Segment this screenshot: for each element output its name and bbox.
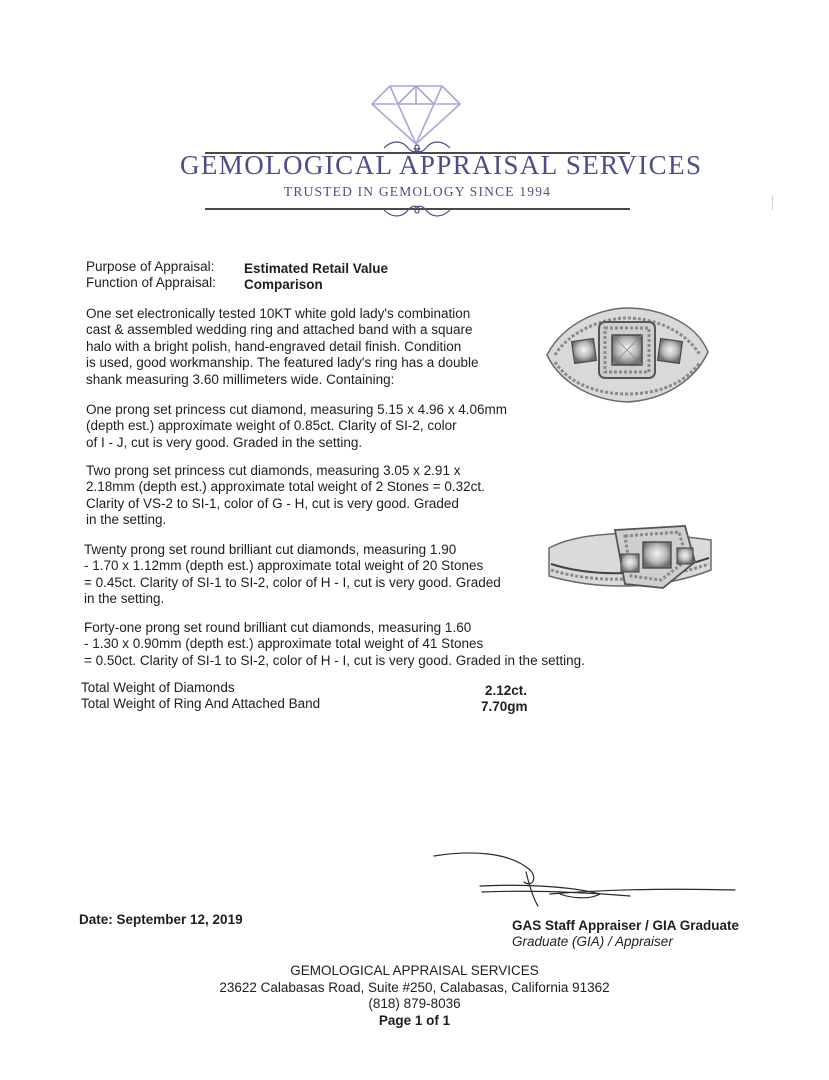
appraiser-title: GAS Staff Appraiser / GIA Graduate: [512, 918, 740, 933]
diamond-logo-icon: [370, 84, 462, 146]
stone-line: Clarity of VS-2 to SI-1, color of G - H, cut is very good. Graded: [86, 495, 459, 511]
page-number: Page 1 of 1: [378, 1013, 451, 1028]
purpose-label: Purpose of Appraisal:: [86, 259, 215, 274]
purpose-row: [0, 259, 829, 275]
stone-line: - 1.30 x 0.90mm (depth est.) approximate total weight of 41 Stones: [84, 636, 484, 652]
stone-line: Twenty prong set round brilliant cut diamonds, measuring 1.90: [84, 542, 457, 557]
footer-company: GEMOLOGICAL APPRAISAL SERVICES: [290, 963, 539, 978]
stone-line: = 0.50ct. Clarity of SI-1 to SI-2, color of H - I, cut is very good. Graded in the setting.: [84, 652, 585, 668]
forty-one-stones-description: [84, 620, 585, 669]
stone-line: (depth est.) approximate weight of 0.85ct. Clarity of SI-2, color: [86, 418, 457, 434]
stone-line: in the setting.: [86, 512, 167, 528]
ring-photo-side: [545, 518, 715, 603]
center-stone-description: [86, 402, 507, 451]
description-line: halo with a bright polish, hand-engraved detail finish. Condition: [86, 338, 462, 354]
company-name: GEMOLOGICAL APPRAISAL SERVICES: [180, 150, 703, 180]
function-value: Comparison: [244, 277, 323, 292]
company-tagline: TRUSTED IN GEMOLOGY SINCE 1994: [283, 184, 552, 199]
stone-line: Two prong set princess cut diamonds, measuring 3.05 x 2.91 x: [86, 463, 461, 478]
description-line: shank measuring 3.60 millimeters wide. Containing:: [86, 371, 395, 387]
total-ring-value: 7.70gm: [481, 699, 528, 714]
description-line: cast & assembled wedding ring and attached band with a square: [86, 322, 473, 338]
description-line: One set electronically tested 10KT white gold lady's combination: [86, 306, 471, 321]
ring-photo-top: [545, 300, 710, 410]
total-diamonds-label: Total Weight of Diamonds: [81, 680, 235, 695]
stone-line: in the setting.: [84, 591, 165, 607]
stone-line: of I - J, cut is very good. Graded in the setting.: [86, 434, 363, 450]
stone-line: - 1.70 x 1.12mm (depth est.) approximate total weight of 20 Stones: [84, 558, 484, 574]
twenty-stones-description: [84, 542, 501, 608]
scan-mark: [772, 196, 773, 210]
appraiser-signature: [430, 848, 740, 908]
footer-phone: (818) 879-8036: [368, 996, 461, 1011]
item-description: [86, 306, 479, 388]
appraisal-date: Date: September 12, 2019: [79, 912, 243, 927]
footer-address: 23622 Calabasas Road, Suite #250, Calabasas, California 91362: [219, 980, 610, 995]
function-label: Function of Appraisal:: [86, 275, 216, 290]
function-row: [0, 275, 829, 291]
stone-line: Forty-one prong set round brilliant cut diamonds, measuring 1.60: [84, 620, 472, 635]
total-ring-label: Total Weight of Ring And Attached Band: [81, 696, 321, 711]
stone-line: One prong set princess cut diamond, measuring 5.15 x 4.96 x 4.06mm: [86, 402, 507, 417]
stone-line: = 0.45ct. Clarity of SI-1 to SI-2, color of H - I, cut is very good. Graded: [84, 574, 501, 590]
stone-line: 2.18mm (depth est.) approximate total weight of 2 Stones = 0.32ct.: [86, 479, 485, 495]
description-line: is used, good workmanship. The featured lady's ring has a double: [86, 355, 479, 371]
total-diamonds-value: 2.12ct.: [484, 683, 527, 698]
purpose-value: Estimated Retail Value: [244, 261, 389, 276]
side-stones-description: [86, 463, 485, 529]
appraiser-subtitle: Graduate (GIA) / Appraiser: [512, 934, 673, 949]
flourish-bottom-icon: [382, 200, 452, 220]
